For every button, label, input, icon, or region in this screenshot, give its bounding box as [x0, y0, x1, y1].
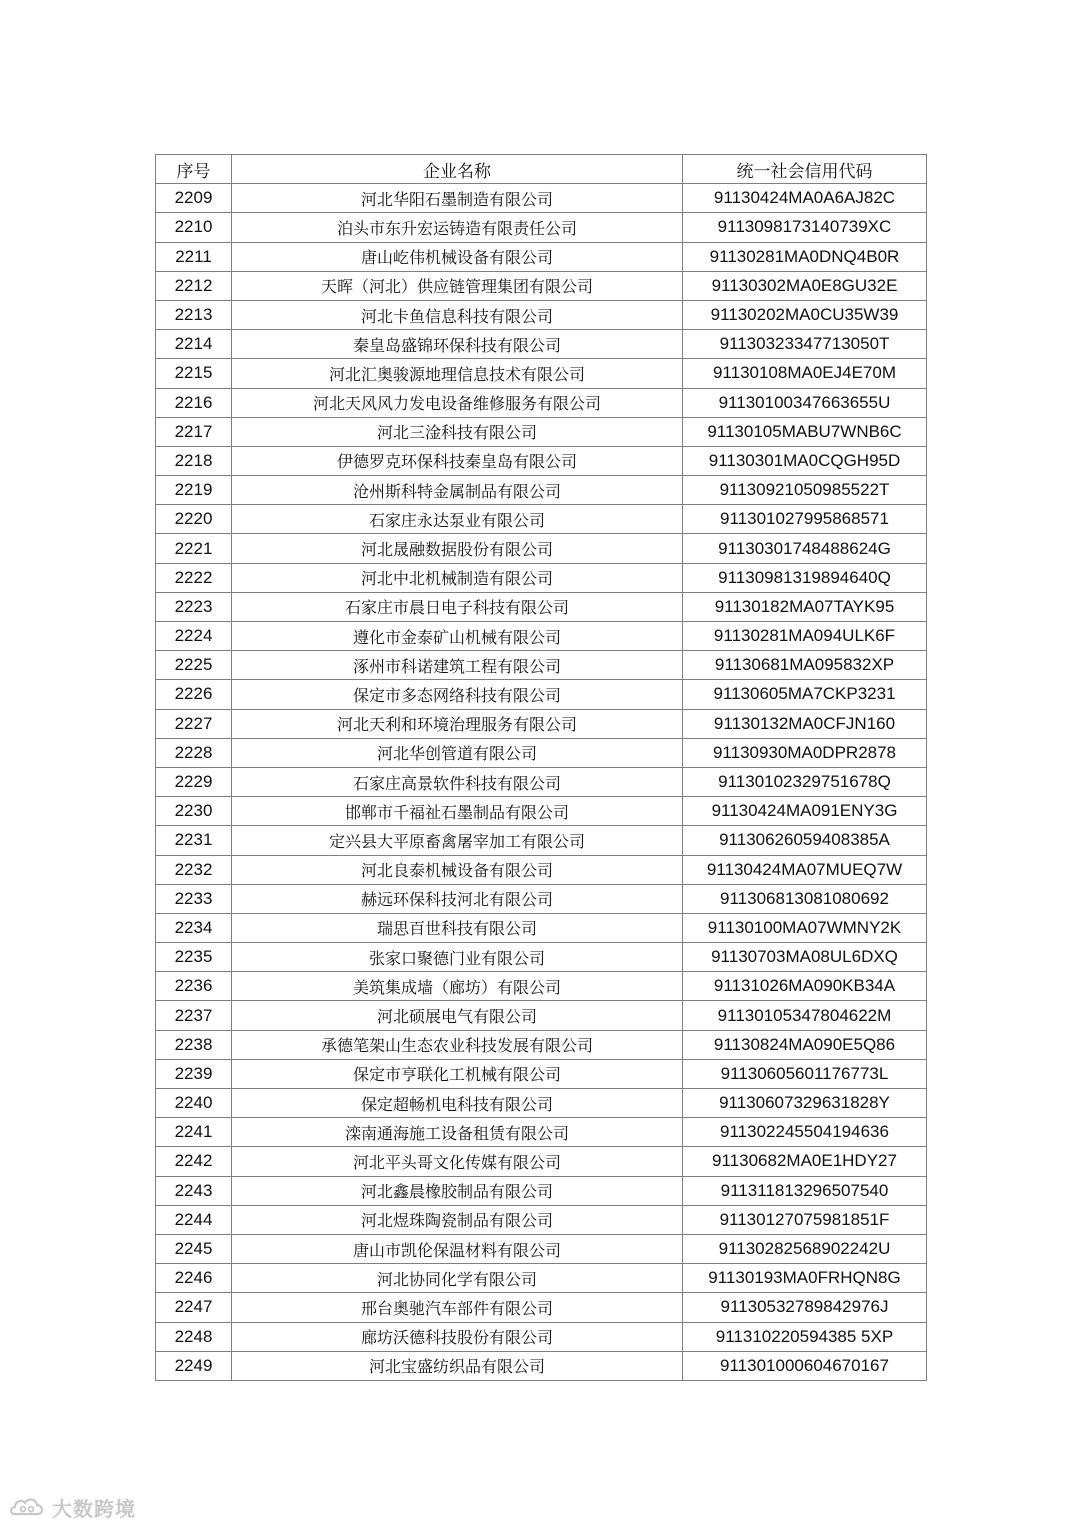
table-row [156, 1147, 927, 1176]
cell-enterprise-name: 河北平头哥文化传媒有限公司 [232, 1147, 683, 1176]
cell-enterprise-name: 泊头市东升宏运铸造有限责任公司 [232, 213, 683, 242]
cell-enterprise-name: 保定超畅机电科技有限公司 [232, 1089, 683, 1118]
enterprise-credit-code-table [155, 154, 927, 1381]
cell-enterprise-name: 河北鑫晨橡胶制品有限公司 [232, 1176, 683, 1205]
table-row [156, 388, 927, 417]
table-row [156, 1030, 927, 1059]
cell-credit-code: 91130703MA08UL6DXQ [683, 943, 927, 972]
table-row [156, 826, 927, 855]
cell-enterprise-name: 河北华阳石墨制造有限公司 [232, 184, 683, 213]
cell-enterprise-name: 美筑集成墙（廊坊）有限公司 [232, 972, 683, 1001]
cell-serial-number: 2236 [156, 972, 232, 1001]
table-row [156, 271, 927, 300]
cell-credit-code: 91130105347804622M [683, 1001, 927, 1030]
cell-credit-code: 91130182MA07TAYK95 [683, 592, 927, 621]
cell-serial-number: 2212 [156, 271, 232, 300]
cell-credit-code: 911310220594385 5XP [683, 1322, 927, 1351]
table-row [156, 1264, 927, 1293]
cell-enterprise-name: 河北协同化学有限公司 [232, 1264, 683, 1293]
cell-credit-code: 91130930MA0DPR2878 [683, 738, 927, 767]
table-row [156, 330, 927, 359]
cell-credit-code: 91130424MA091ENY3G [683, 797, 927, 826]
table-row [156, 184, 927, 213]
cell-enterprise-name: 河北卡鱼信息科技有限公司 [232, 300, 683, 329]
table-row [156, 884, 927, 913]
cell-credit-code: 91130323347713050T [683, 330, 927, 359]
table-row [156, 709, 927, 738]
cell-serial-number: 2241 [156, 1118, 232, 1147]
cell-enterprise-name: 河北三淦科技有限公司 [232, 417, 683, 446]
cell-serial-number: 2226 [156, 680, 232, 709]
cell-serial-number: 2209 [156, 184, 232, 213]
cell-enterprise-name: 天晖（河北）供应链管理集团有限公司 [232, 271, 683, 300]
table-row [156, 855, 927, 884]
cell-credit-code: 91130682MA0E1HDY27 [683, 1147, 927, 1176]
cell-credit-code: 91130105MABU7WNB6C [683, 417, 927, 446]
cell-credit-code: 911302245504194636 [683, 1118, 927, 1147]
cell-enterprise-name: 河北华创管道有限公司 [232, 738, 683, 767]
cell-serial-number: 2221 [156, 534, 232, 563]
cell-credit-code: 91131026MA090KB34A [683, 972, 927, 1001]
table-row [156, 1001, 927, 1030]
cell-serial-number: 2234 [156, 913, 232, 942]
cell-credit-code: 91130302MA0E8GU32E [683, 271, 927, 300]
table-row [156, 1118, 927, 1147]
cell-enterprise-name: 河北中北机械制造有限公司 [232, 563, 683, 592]
cell-enterprise-name: 承德笔架山生态农业科技发展有限公司 [232, 1030, 683, 1059]
cell-serial-number: 2249 [156, 1351, 232, 1380]
table-row [156, 417, 927, 446]
table-header-row [156, 155, 927, 184]
cell-enterprise-name: 廊坊沃德科技股份有限公司 [232, 1322, 683, 1351]
cell-enterprise-name: 石家庄永达泵业有限公司 [232, 505, 683, 534]
cell-enterprise-name: 河北汇奥骏源地理信息技术有限公司 [232, 359, 683, 388]
cell-credit-code: 91130301MA0CQGH95D [683, 446, 927, 475]
cell-enterprise-name: 滦南通海施工设备租赁有限公司 [232, 1118, 683, 1147]
cell-enterprise-name: 河北天利和环境治理服务有限公司 [232, 709, 683, 738]
cell-enterprise-name: 河北晟融数据股份有限公司 [232, 534, 683, 563]
table-row [156, 1234, 927, 1263]
cell-serial-number: 2232 [156, 855, 232, 884]
cell-enterprise-name: 唐山市凯伦保温材料有限公司 [232, 1234, 683, 1263]
cell-enterprise-name: 定兴县大平原畜禽屠宰加工有限公司 [232, 826, 683, 855]
cell-enterprise-name: 伊德罗克环保科技秦皇岛有限公司 [232, 446, 683, 475]
table-row [156, 1059, 927, 1088]
cell-serial-number: 2227 [156, 709, 232, 738]
table-row [156, 1293, 927, 1322]
cell-credit-code: 911301000604670167 [683, 1351, 927, 1380]
cell-serial-number: 2245 [156, 1234, 232, 1263]
cell-serial-number: 2222 [156, 563, 232, 592]
cell-serial-number: 2215 [156, 359, 232, 388]
cell-serial-number: 2217 [156, 417, 232, 446]
cell-serial-number: 2224 [156, 622, 232, 651]
table-row [156, 680, 927, 709]
cell-credit-code: 91130607329631828Y [683, 1089, 927, 1118]
cell-enterprise-name: 瑞思百世科技有限公司 [232, 913, 683, 942]
cell-serial-number: 2231 [156, 826, 232, 855]
table-row [156, 797, 927, 826]
cell-enterprise-name: 石家庄高景软件科技有限公司 [232, 767, 683, 796]
table-row [156, 505, 927, 534]
cell-credit-code: 91130281MA0DNQ4B0R [683, 242, 927, 271]
cell-credit-code: 91130127075981851F [683, 1205, 927, 1234]
cell-enterprise-name: 唐山屹伟机械设备有限公司 [232, 242, 683, 271]
cell-credit-code: 91130100347663655U [683, 388, 927, 417]
cell-serial-number: 2213 [156, 300, 232, 329]
cell-serial-number: 2248 [156, 1322, 232, 1351]
cell-enterprise-name: 河北硕展电气有限公司 [232, 1001, 683, 1030]
cell-enterprise-name: 河北煜珠陶瓷制品有限公司 [232, 1205, 683, 1234]
cell-credit-code: 911311813296507540 [683, 1176, 927, 1205]
table-row [156, 476, 927, 505]
cell-credit-code: 9113098173140739XC [683, 213, 927, 242]
table-row [156, 651, 927, 680]
table-row [156, 592, 927, 621]
cell-enterprise-name: 遵化市金泰矿山机械有限公司 [232, 622, 683, 651]
cell-credit-code: 91130202MA0CU35W39 [683, 300, 927, 329]
watermark-text: 大数跨境 [52, 1496, 136, 1521]
cell-credit-code: 91130424MA0A6AJ82C [683, 184, 927, 213]
table-row [156, 1322, 927, 1351]
cell-credit-code: 91130282568902242U [683, 1234, 927, 1263]
table-row [156, 359, 927, 388]
cell-enterprise-name: 邢台奥驰汽车部件有限公司 [232, 1293, 683, 1322]
cell-serial-number: 2237 [156, 1001, 232, 1030]
cell-enterprise-name: 秦皇岛盛锦环保科技有限公司 [232, 330, 683, 359]
cell-serial-number: 2235 [156, 943, 232, 972]
cell-serial-number: 2230 [156, 797, 232, 826]
cell-credit-code: 91130301748488624G [683, 534, 927, 563]
column-header-serial-number: 序号 [156, 155, 232, 184]
cell-serial-number: 2238 [156, 1030, 232, 1059]
cell-serial-number: 2229 [156, 767, 232, 796]
cell-serial-number: 2228 [156, 738, 232, 767]
table-row [156, 1176, 927, 1205]
cell-credit-code: 91130281MA094ULK6F [683, 622, 927, 651]
table-row [156, 1351, 927, 1380]
table-row [156, 913, 927, 942]
cell-enterprise-name: 保定市亨联化工机械有限公司 [232, 1059, 683, 1088]
cell-enterprise-name: 河北良泰机械设备有限公司 [232, 855, 683, 884]
table-row [156, 563, 927, 592]
cell-serial-number: 2211 [156, 242, 232, 271]
table-row [156, 972, 927, 1001]
cell-enterprise-name: 沧州斯科特金属制品有限公司 [232, 476, 683, 505]
cell-serial-number: 2242 [156, 1147, 232, 1176]
cell-credit-code: 91130532789842976J [683, 1293, 927, 1322]
cell-serial-number: 2218 [156, 446, 232, 475]
cell-enterprise-name: 河北天风风力发电设备维修服务有限公司 [232, 388, 683, 417]
table-body [156, 184, 927, 1381]
table-row [156, 943, 927, 972]
cell-credit-code: 91130102329751678Q [683, 767, 927, 796]
cell-serial-number: 2220 [156, 505, 232, 534]
cell-serial-number: 2246 [156, 1264, 232, 1293]
table-row [156, 534, 927, 563]
table-row [156, 622, 927, 651]
cell-credit-code: 911301027995868571 [683, 505, 927, 534]
cell-serial-number: 2239 [156, 1059, 232, 1088]
column-header-enterprise-name: 企业名称 [232, 155, 683, 184]
cell-credit-code: 91130605601176773L [683, 1059, 927, 1088]
cell-enterprise-name: 赫远环保科技河北有限公司 [232, 884, 683, 913]
cell-credit-code: 911306813081080692 [683, 884, 927, 913]
cell-enterprise-name: 涿州市科诺建筑工程有限公司 [232, 651, 683, 680]
cell-serial-number: 2240 [156, 1089, 232, 1118]
cell-credit-code: 91130921050985522T [683, 476, 927, 505]
cell-serial-number: 2244 [156, 1205, 232, 1234]
cell-serial-number: 2247 [156, 1293, 232, 1322]
cloud-logo-icon [8, 1494, 48, 1520]
table-row [156, 213, 927, 242]
cell-enterprise-name: 张家口聚德门业有限公司 [232, 943, 683, 972]
table-row [156, 300, 927, 329]
table-row [156, 242, 927, 271]
cell-credit-code: 91130605MA7CKP3231 [683, 680, 927, 709]
cell-serial-number: 2243 [156, 1176, 232, 1205]
cell-serial-number: 2219 [156, 476, 232, 505]
cell-credit-code: 91130100MA07WMNY2K [683, 913, 927, 942]
cell-serial-number: 2225 [156, 651, 232, 680]
cell-serial-number: 2214 [156, 330, 232, 359]
table-row [156, 738, 927, 767]
cell-credit-code: 91130824MA090E5Q86 [683, 1030, 927, 1059]
cell-enterprise-name: 石家庄市晨日电子科技有限公司 [232, 592, 683, 621]
cell-enterprise-name: 邯郸市千福祉石墨制品有限公司 [232, 797, 683, 826]
cell-credit-code: 91130981319894640Q [683, 563, 927, 592]
table-row [156, 767, 927, 796]
cell-serial-number: 2233 [156, 884, 232, 913]
table-row [156, 1089, 927, 1118]
cell-credit-code: 91130108MA0EJ4E70M [683, 359, 927, 388]
cell-enterprise-name: 保定市多态网络科技有限公司 [232, 680, 683, 709]
cell-enterprise-name: 河北宝盛纺织品有限公司 [232, 1351, 683, 1380]
watermark [8, 1490, 136, 1524]
cell-credit-code: 91130424MA07MUEQ7W [683, 855, 927, 884]
column-header-credit-code: 统一社会信用代码 [683, 155, 927, 184]
cell-serial-number: 2216 [156, 388, 232, 417]
cell-credit-code: 91130681MA095832XP [683, 651, 927, 680]
table-row [156, 1205, 927, 1234]
cell-serial-number: 2210 [156, 213, 232, 242]
table-row [156, 446, 927, 475]
cell-credit-code: 91130132MA0CFJN160 [683, 709, 927, 738]
cell-credit-code: 91130193MA0FRHQN8G [683, 1264, 927, 1293]
cell-serial-number: 2223 [156, 592, 232, 621]
cell-credit-code: 91130626059408385A [683, 826, 927, 855]
